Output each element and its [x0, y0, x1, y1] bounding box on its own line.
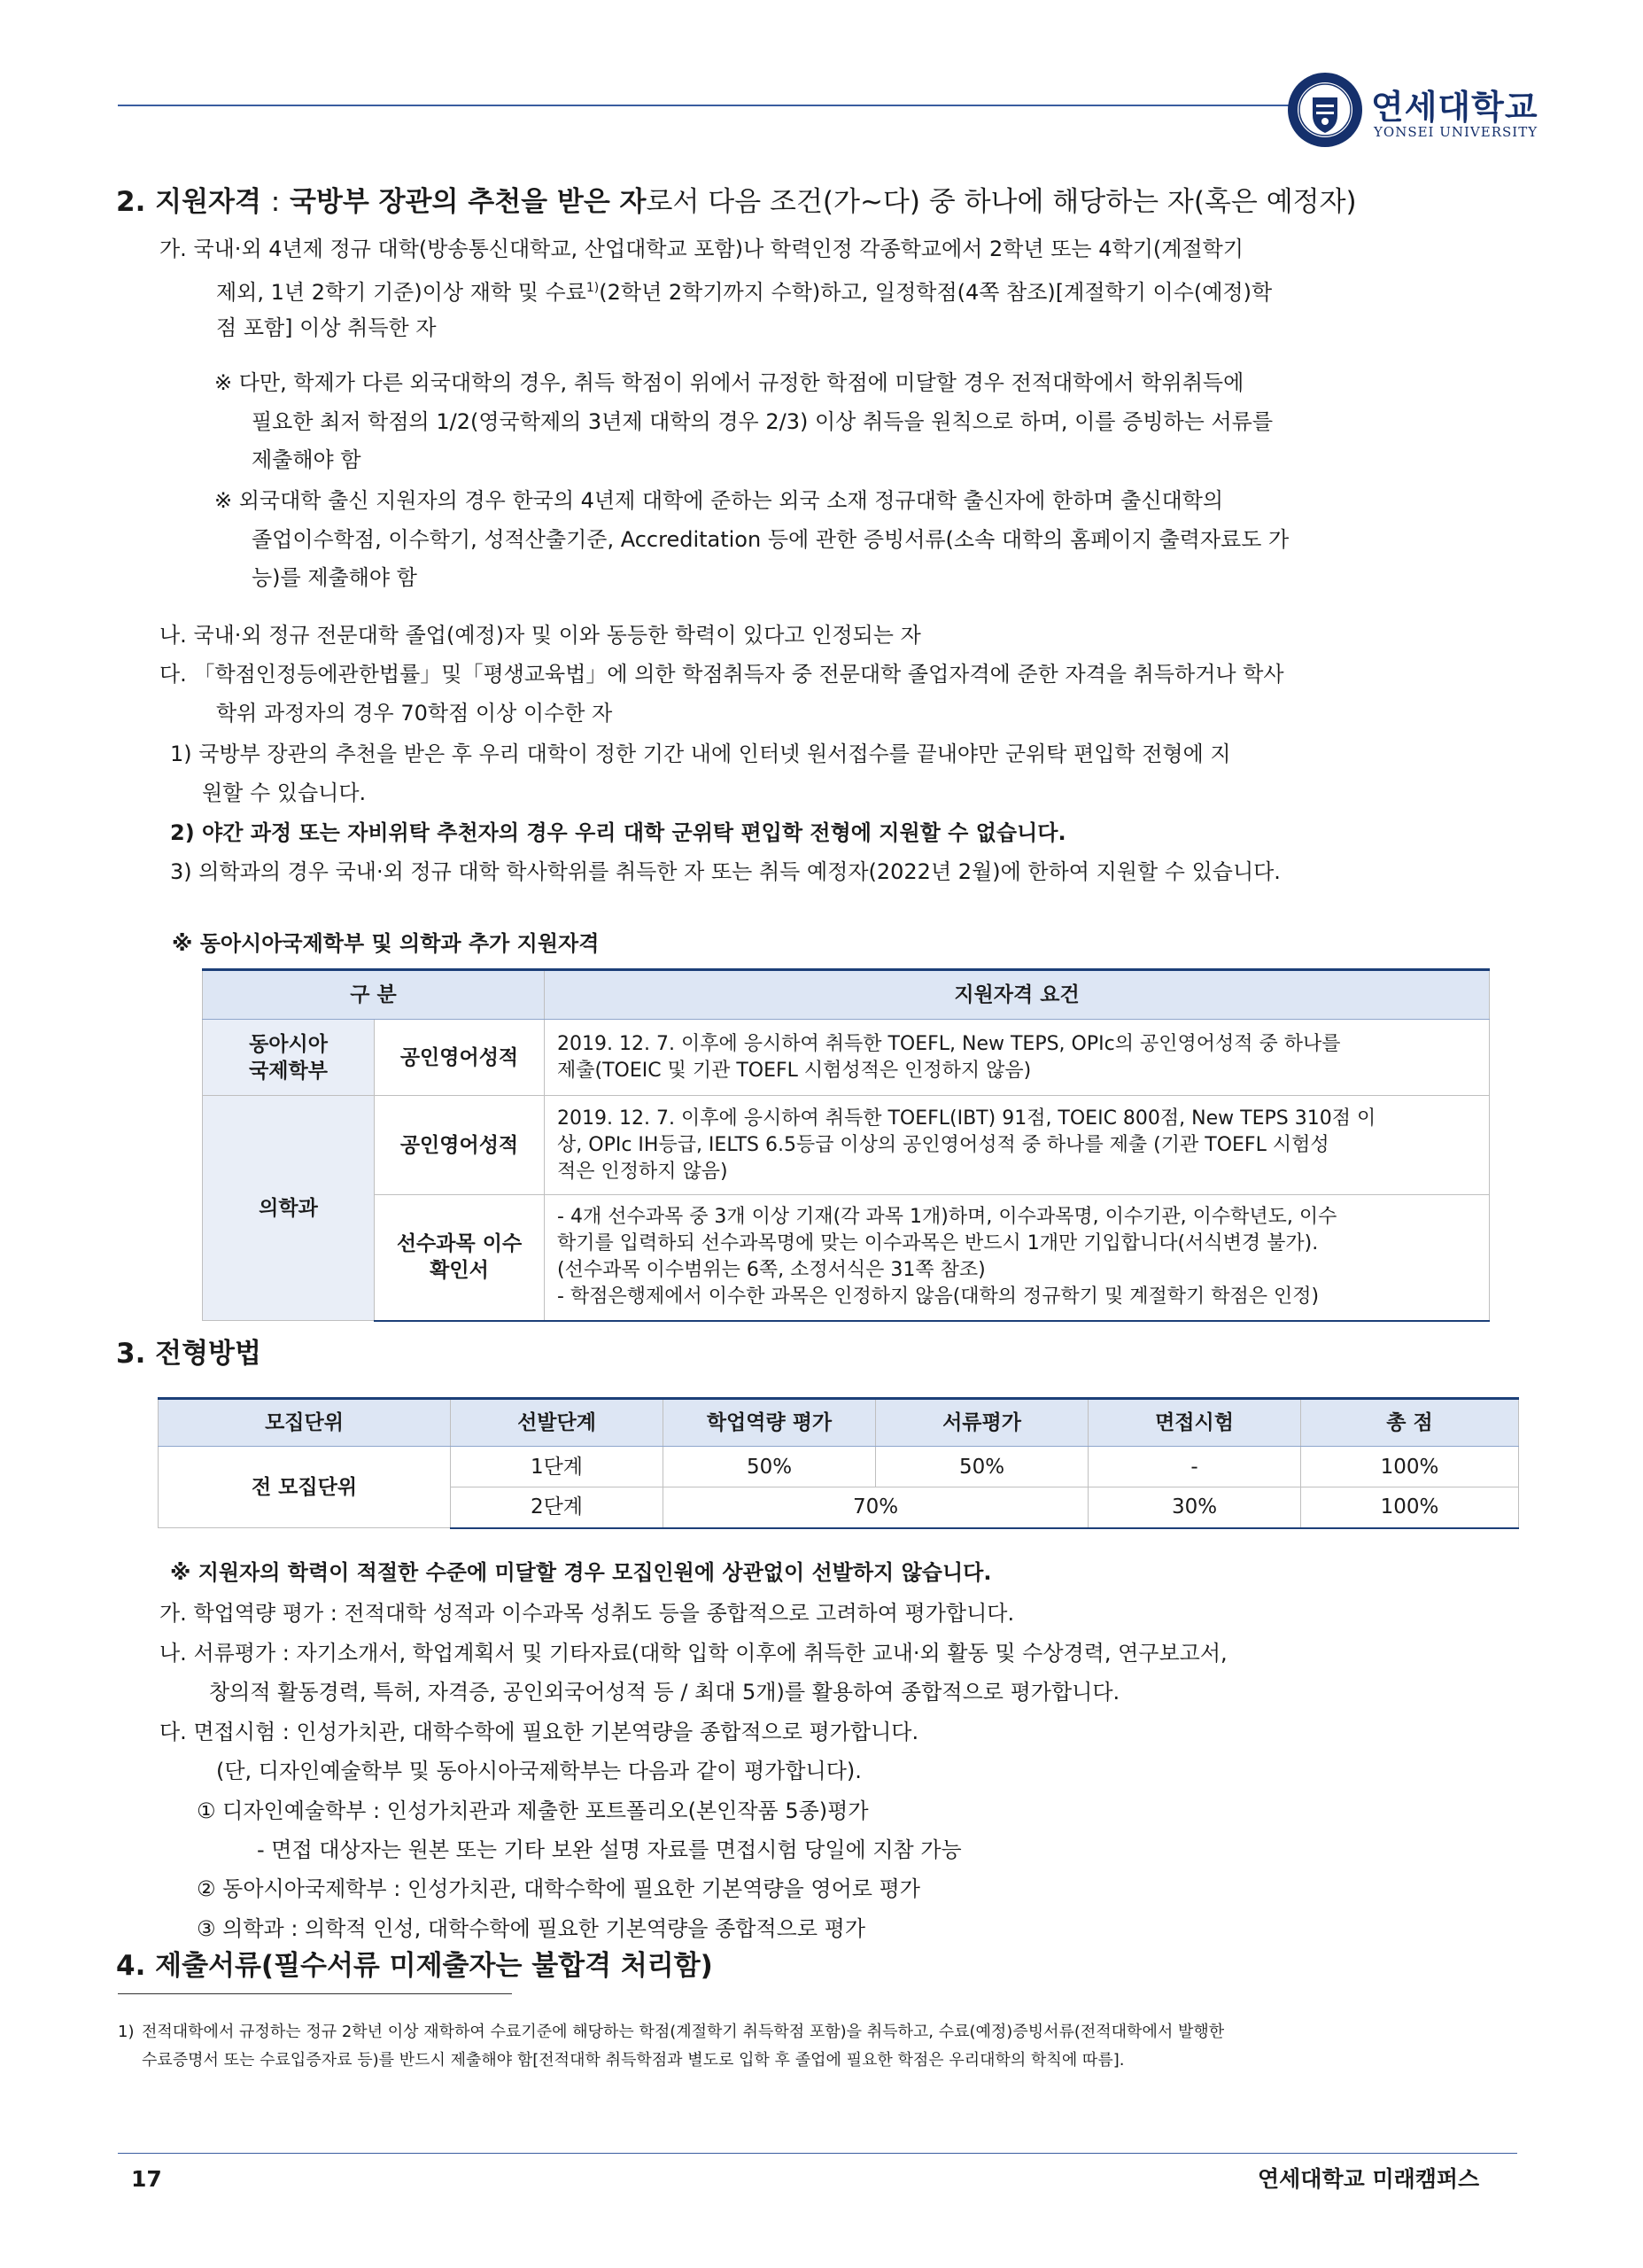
dept-east-asian-line2: 국제학부: [249, 1059, 328, 1083]
interview-cell: 30%: [1089, 1487, 1301, 1528]
requirement-cell: [545, 1195, 1490, 1321]
sec2-ga-line2-text: 제외, 1년 2학기 기준)이상 재학 및 수료: [216, 280, 586, 305]
first-stage-merged-cell: 70%: [663, 1487, 1089, 1528]
sec3-ga: 가. 학업역량 평가 : 전적대학 성적과 이수과목 성취도 등을 종합적으로 고려하여 평가합니다.: [159, 1601, 1015, 1626]
sub-prereq-line1: 선수과목 이수: [396, 1232, 523, 1256]
req-line: - 학점은행제에서 이수한 과목은 인정하지 않음(대학의 정규학기 및 계절학기 학점은 인정): [557, 1285, 1320, 1309]
col-header-unit: 모집단위: [159, 1399, 451, 1447]
sec2-remark-1-line1: 1) 국방부 장관의 추천을 받은 후 우리 대학이 정한 기간 내에 인터넷 원서접수를 끝내야만 군위탁 편입학 전형에 지: [170, 742, 1231, 766]
req-line: (선수과목 이수범위는 6쪽, 소정서식은 31쪽 참조): [557, 1259, 986, 1282]
logo-english-name: YONSEI UNIVERSITY: [1374, 124, 1538, 140]
sec3-da-sub: (단, 디자인예술학부 및 동아시아국제학부는 다음과 같이 평가합니다).: [216, 1759, 862, 1783]
sub-prerequisite-confirmation: [375, 1195, 545, 1321]
stage-cell: 1단계: [451, 1447, 663, 1487]
sec3-warning: ※ 지원자의 학력이 적절한 수준에 미달할 경우 모집인원에 상관없이 선발하지 않습니다.: [170, 1560, 992, 1585]
sec3-da: 다. 면접시험 : 인성가치관, 대학수학에 필요한 기본역량을 종합적으로 평가합니다.: [159, 1720, 919, 1744]
sec2-ga-line1: 가. 국내·외 4년제 정규 대학(방송통신대학교, 산업대학교 포함)나 학력인정 각종학교에서 2학년 또는 4학기(계절학기: [159, 237, 1244, 261]
requirement-cell: [545, 1096, 1490, 1195]
footer-campus-name: 연세대학교 미래캠퍼스: [1258, 2166, 1480, 2192]
sec2-note2-line2: 졸업이수학점, 이수학기, 성적산출기준, Accreditation 등에 관한 증빙서류(소속 대학의 홈페이지 출력자료도 가: [252, 527, 1290, 552]
sec3-circle-2: ② 동아시아국제학부 : 인성가치관, 대학수학에 필요한 기본역량을 영어로 평가: [197, 1876, 920, 1901]
sec2-da-line1: 다. 「학점인정등에관한법률」및「평생교육법」에 의한 학점취득자 중 전문대학 졸업자격에 준한 자격을 취득하거나 학사: [159, 662, 1284, 687]
section-2-number: 2. 지원자격: [116, 186, 261, 218]
header-rule: [118, 105, 1291, 106]
footnote-ref-1: 1): [585, 281, 600, 295]
section-3-heading: 3. 전형방법: [116, 1338, 261, 1370]
table-header-row: [159, 1399, 1519, 1447]
dept-medicine: 의학과: [203, 1096, 375, 1321]
table-header-row: [203, 970, 1490, 1020]
section-2-sep: :: [270, 186, 281, 218]
dept-east-asian-line1: 동아시아: [249, 1032, 328, 1056]
sub-prereq-line2: 확인서: [430, 1259, 489, 1283]
req-line: - 4개 선수과목 중 3개 이상 기재(각 과목 1개)하며, 이수과목명, 이수기관, 이수학년도, 이수: [557, 1206, 1337, 1229]
yonsei-seal-icon: [1286, 71, 1364, 149]
sec2-remark-2: 2) 야간 과정 또는 자비위탁 추천자의 경우 우리 대학 군위탁 편입학 전형에 지원할 수 없습니다.: [170, 820, 1066, 845]
logo-korean-name: 연세대학교: [1371, 88, 1538, 127]
col-header-document: 서류평가: [876, 1399, 1089, 1447]
sec2-remark-1-line2: 원할 수 있습니다.: [202, 781, 367, 805]
req-line: 적은 인정하지 않음): [557, 1160, 728, 1183]
stage-cell: 2단계: [451, 1487, 663, 1528]
selection-method-table: [158, 1397, 1519, 1529]
dept-east-asian: [203, 1020, 375, 1096]
sub-english-score: 공인영어성적: [375, 1096, 545, 1195]
table-row: [203, 1020, 1490, 1096]
sec3-circle-3: ③ 의학과 : 의학적 인성, 대학수학에 필요한 기본역량을 종합적으로 평가: [197, 1916, 866, 1941]
footer-rule: [118, 2153, 1517, 2154]
table-row: [203, 1195, 1490, 1321]
document-cell: 50%: [876, 1447, 1089, 1487]
additional-qualification-table: [202, 968, 1490, 1322]
unit-all: 전 모집단위: [159, 1447, 451, 1528]
sec2-note1-line2: 필요한 최저 학점의 1/2(영국학제의 3년제 대학의 경우 2/3) 이상 취득을 원칙으로 하며, 이를 증빙하는 서류를: [252, 409, 1274, 434]
section-4-heading: 4. 제출서류(필수서류 미제출자는 불합격 처리함): [116, 1950, 713, 1982]
sec2-ga-line3: 점 포함] 이상 취득한 자: [216, 315, 437, 340]
additional-qualification-title: ※ 동아시아국제학부 및 의학과 추가 지원자격: [172, 931, 600, 956]
sec2-da-line2: 학위 과정자의 경우 70학점 이상 이수한 자: [216, 701, 613, 726]
req-line: 제출(TOEIC 및 기관 TOEFL 시험성적은 인정하지 않음): [557, 1059, 1032, 1082]
section-2-rest: 로서 다음 조건(가~다) 중 하나에 해당하는 자(혹은 예정자): [646, 186, 1357, 218]
table-row: [203, 1096, 1490, 1195]
req-line: 2019. 12. 7. 이후에 응시하여 취득한 TOEFL(IBT) 91점, TOEIC 800점, New TEPS 310점 이: [557, 1107, 1376, 1130]
req-line: 상, OPIc IH등급, IELTS 6.5등급 이상의 공인영어성적 중 하나를 제출 (기관 TOEFL 시험성: [557, 1133, 1329, 1156]
sec3-na-line1: 나. 서류평가 : 자기소개서, 학업계획서 및 기타자료(대학 입학 이후에 취득한 교내·외 활동 및 수상경력, 연구보고서,: [159, 1641, 1228, 1666]
col-header-academic: 학업역량 평가: [663, 1399, 876, 1447]
sec3-circle-1-sub: - 면접 대상자는 원본 또는 기타 보완 설명 자료를 면접시험 당일에 지참 가능: [257, 1837, 962, 1862]
sub-english-score: 공인영어성적: [375, 1020, 545, 1096]
sec2-na: 나. 국내·외 정규 전문대학 졸업(예정)자 및 이와 동등한 학력이 있다고 인정되는 자: [159, 623, 921, 648]
req-line: 2019. 12. 7. 이후에 응시하여 취득한 TOEFL, New TEPS, OPIc의 공인영어성적 중 하나를: [557, 1032, 1341, 1055]
table-row: [159, 1447, 1519, 1487]
section-2-heading: [116, 184, 1357, 220]
footnote-line1: 전적대학에서 규정하는 정규 2학년 이상 재학하여 수료기준에 해당하는 학점(계절학기 취득학점 포함)을 취득하고, 수료(예정)증빙서류(전적대학에서 발행한: [142, 2023, 1225, 2041]
sec2-ga-line2-rest: (2학년 2학기까지 수학)하고, 일정학점(4쪽 참조)[계절학기 이수(예정)학: [599, 280, 1273, 305]
total-cell: 100%: [1301, 1447, 1519, 1487]
sec2-ga-line2: [216, 275, 1272, 306]
col-header-category: 구 분: [203, 970, 545, 1020]
col-header-interview: 면접시험: [1089, 1399, 1301, 1447]
sec2-note1-line3: 제출해야 함: [252, 447, 361, 472]
sec2-note1-line1: ※ 다만, 학제가 다른 외국대학의 경우, 취득 학점이 위에서 규정한 학점에 미달할 경우 전적대학에서 학위취득에: [214, 370, 1244, 395]
sec2-remark-3: 3) 의학과의 경우 국내·외 정규 대학 학사학위를 취득한 자 또는 취득 예정자(2022년 2월)에 한하여 지원할 수 있습니다.: [170, 859, 1281, 884]
academic-cell: 50%: [663, 1447, 876, 1487]
footnote-mark: 1): [118, 2023, 135, 2041]
col-header-stage: 선발단계: [451, 1399, 663, 1447]
sec2-note2-line3: 능)를 제출해야 함: [252, 565, 417, 590]
footnote-rule: [118, 1993, 512, 1994]
page-number: 17: [131, 2166, 162, 2192]
sec3-circle-1: ① 디자인예술학부 : 인성가치관과 제출한 포트폴리오(본인작품 5종)평가: [197, 1798, 869, 1823]
interview-cell: -: [1089, 1447, 1301, 1487]
footnote-line2: 수료증명서 또는 수료입증자료 등)를 반드시 제출해야 함[전적대학 취득학점과 별도로 입학 후 졸업에 필요한 학점은 우리대학의 학칙에 따름].: [142, 2051, 1125, 2070]
total-cell: 100%: [1301, 1487, 1519, 1528]
section-2-bold: 국방부 장관의 추천을 받은 자: [289, 186, 647, 218]
col-header-total: 총 점: [1301, 1399, 1519, 1447]
requirement-cell: [545, 1020, 1490, 1096]
req-line: 학기를 입력하되 선수과목명에 맞는 이수과목은 반드시 1개만 기입합니다(서식변경 불가).: [557, 1232, 1319, 1255]
col-header-requirement: 지원자격 요건: [545, 970, 1490, 1020]
sec3-na-line2: 창의적 활동경력, 특허, 자격증, 공인외국어성적 등 / 최대 5개)를 활용하여 종합적으로 평가합니다.: [209, 1680, 1120, 1705]
sec2-note2-line1: ※ 외국대학 출신 지원자의 경우 한국의 4년제 대학에 준하는 외국 소재 정규대학 출신자에 한하며 출신대학의: [214, 488, 1224, 513]
